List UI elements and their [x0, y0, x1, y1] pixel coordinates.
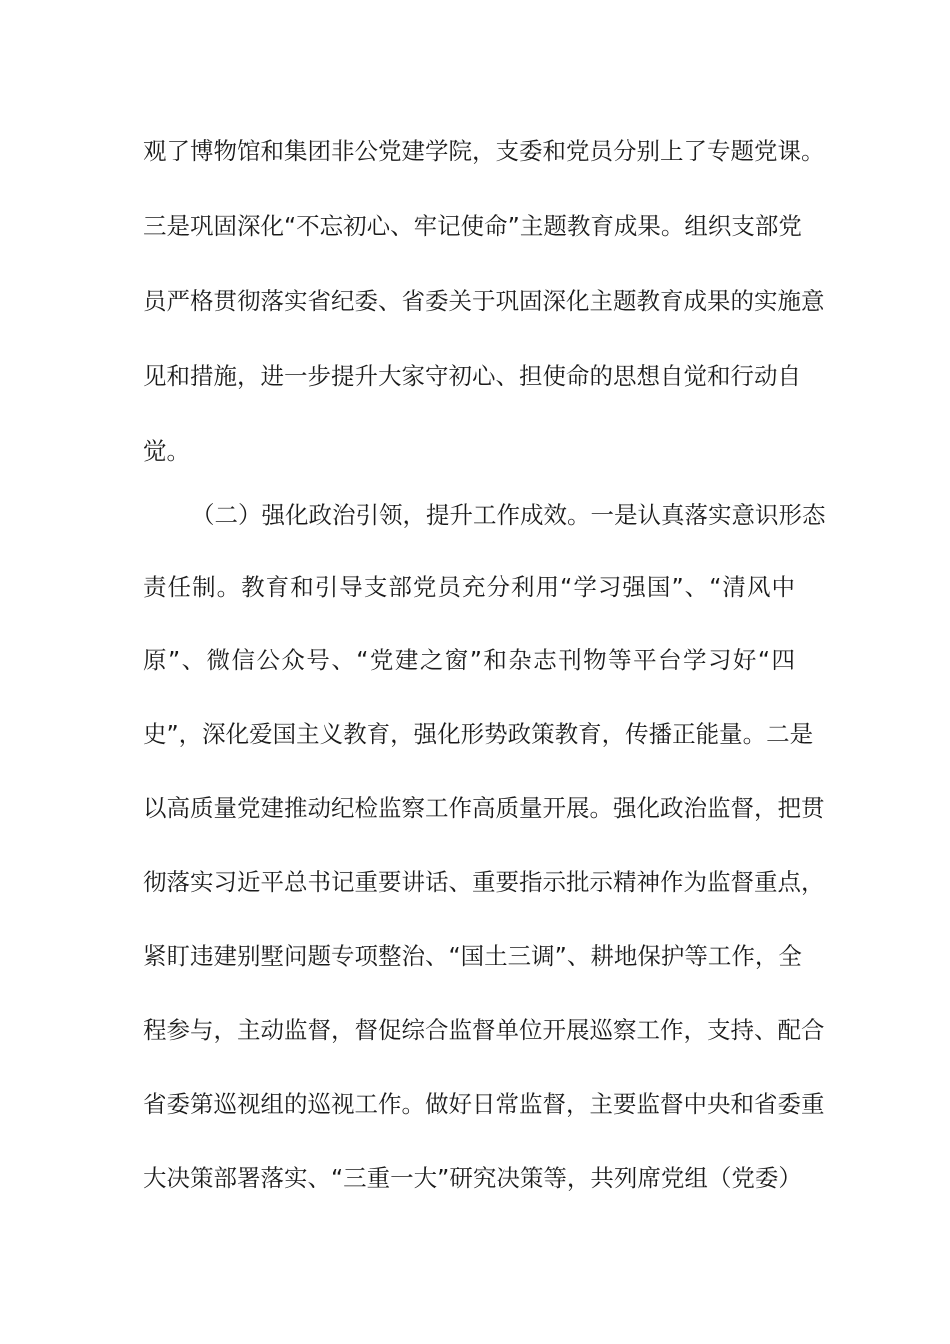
paragraph-line: 省委第巡视组的巡视工作。做好日常监督，主要监督中央和省委重	[143, 1090, 825, 1118]
paragraph-line: 以高质量党建推动纪检监察工作高质量开展。强化政治监督，把贯	[143, 794, 825, 822]
paragraph-line: 三是巩固深化“不忘初心、牢记使命”主题教育成果。组织支部党	[143, 212, 802, 240]
paragraph-line: 史”，深化爱国主义教育，强化形势政策教育，传播正能量。二是	[143, 720, 814, 748]
paragraph-line: 员严格贯彻落实省纪委、省委关于巩固深化主题教育成果的实施意	[143, 287, 825, 315]
paragraph-line: 见和措施，进一步提升大家守初心、担使命的思想自觉和行动自	[143, 362, 801, 390]
paragraph-line: 程参与，主动监督，督促综合监督单位开展巡察工作，支持、配合	[143, 1016, 825, 1044]
paragraph-line: 责任制。教育和引导支部党员充分利用“学习强国”、“清风中	[143, 573, 795, 601]
paragraph-line: 原”、微信公众号、“党建之窗”和杂志刊物等平台学习好“四	[143, 646, 795, 674]
paragraph-line: 大决策部署落实、“三重一大”研究决策等，共列席党组（党委）	[143, 1164, 802, 1192]
paragraph-line: 觉。	[143, 437, 190, 465]
section-heading-line: （二）强化政治引领，提升工作成效。一是认真落实意识形态	[191, 501, 826, 529]
paragraph-line: 紧盯违建别墅问题专项整治、“国土三调”、耕地保护等工作，全	[143, 942, 802, 970]
paragraph-line: 彻落实习近平总书记重要讲话、重要指示批示精神作为监督重点，	[143, 868, 825, 896]
paragraph-line: 观了博物馆和集团非公党建学院，支委和党员分别上了专题党课。	[143, 137, 825, 165]
